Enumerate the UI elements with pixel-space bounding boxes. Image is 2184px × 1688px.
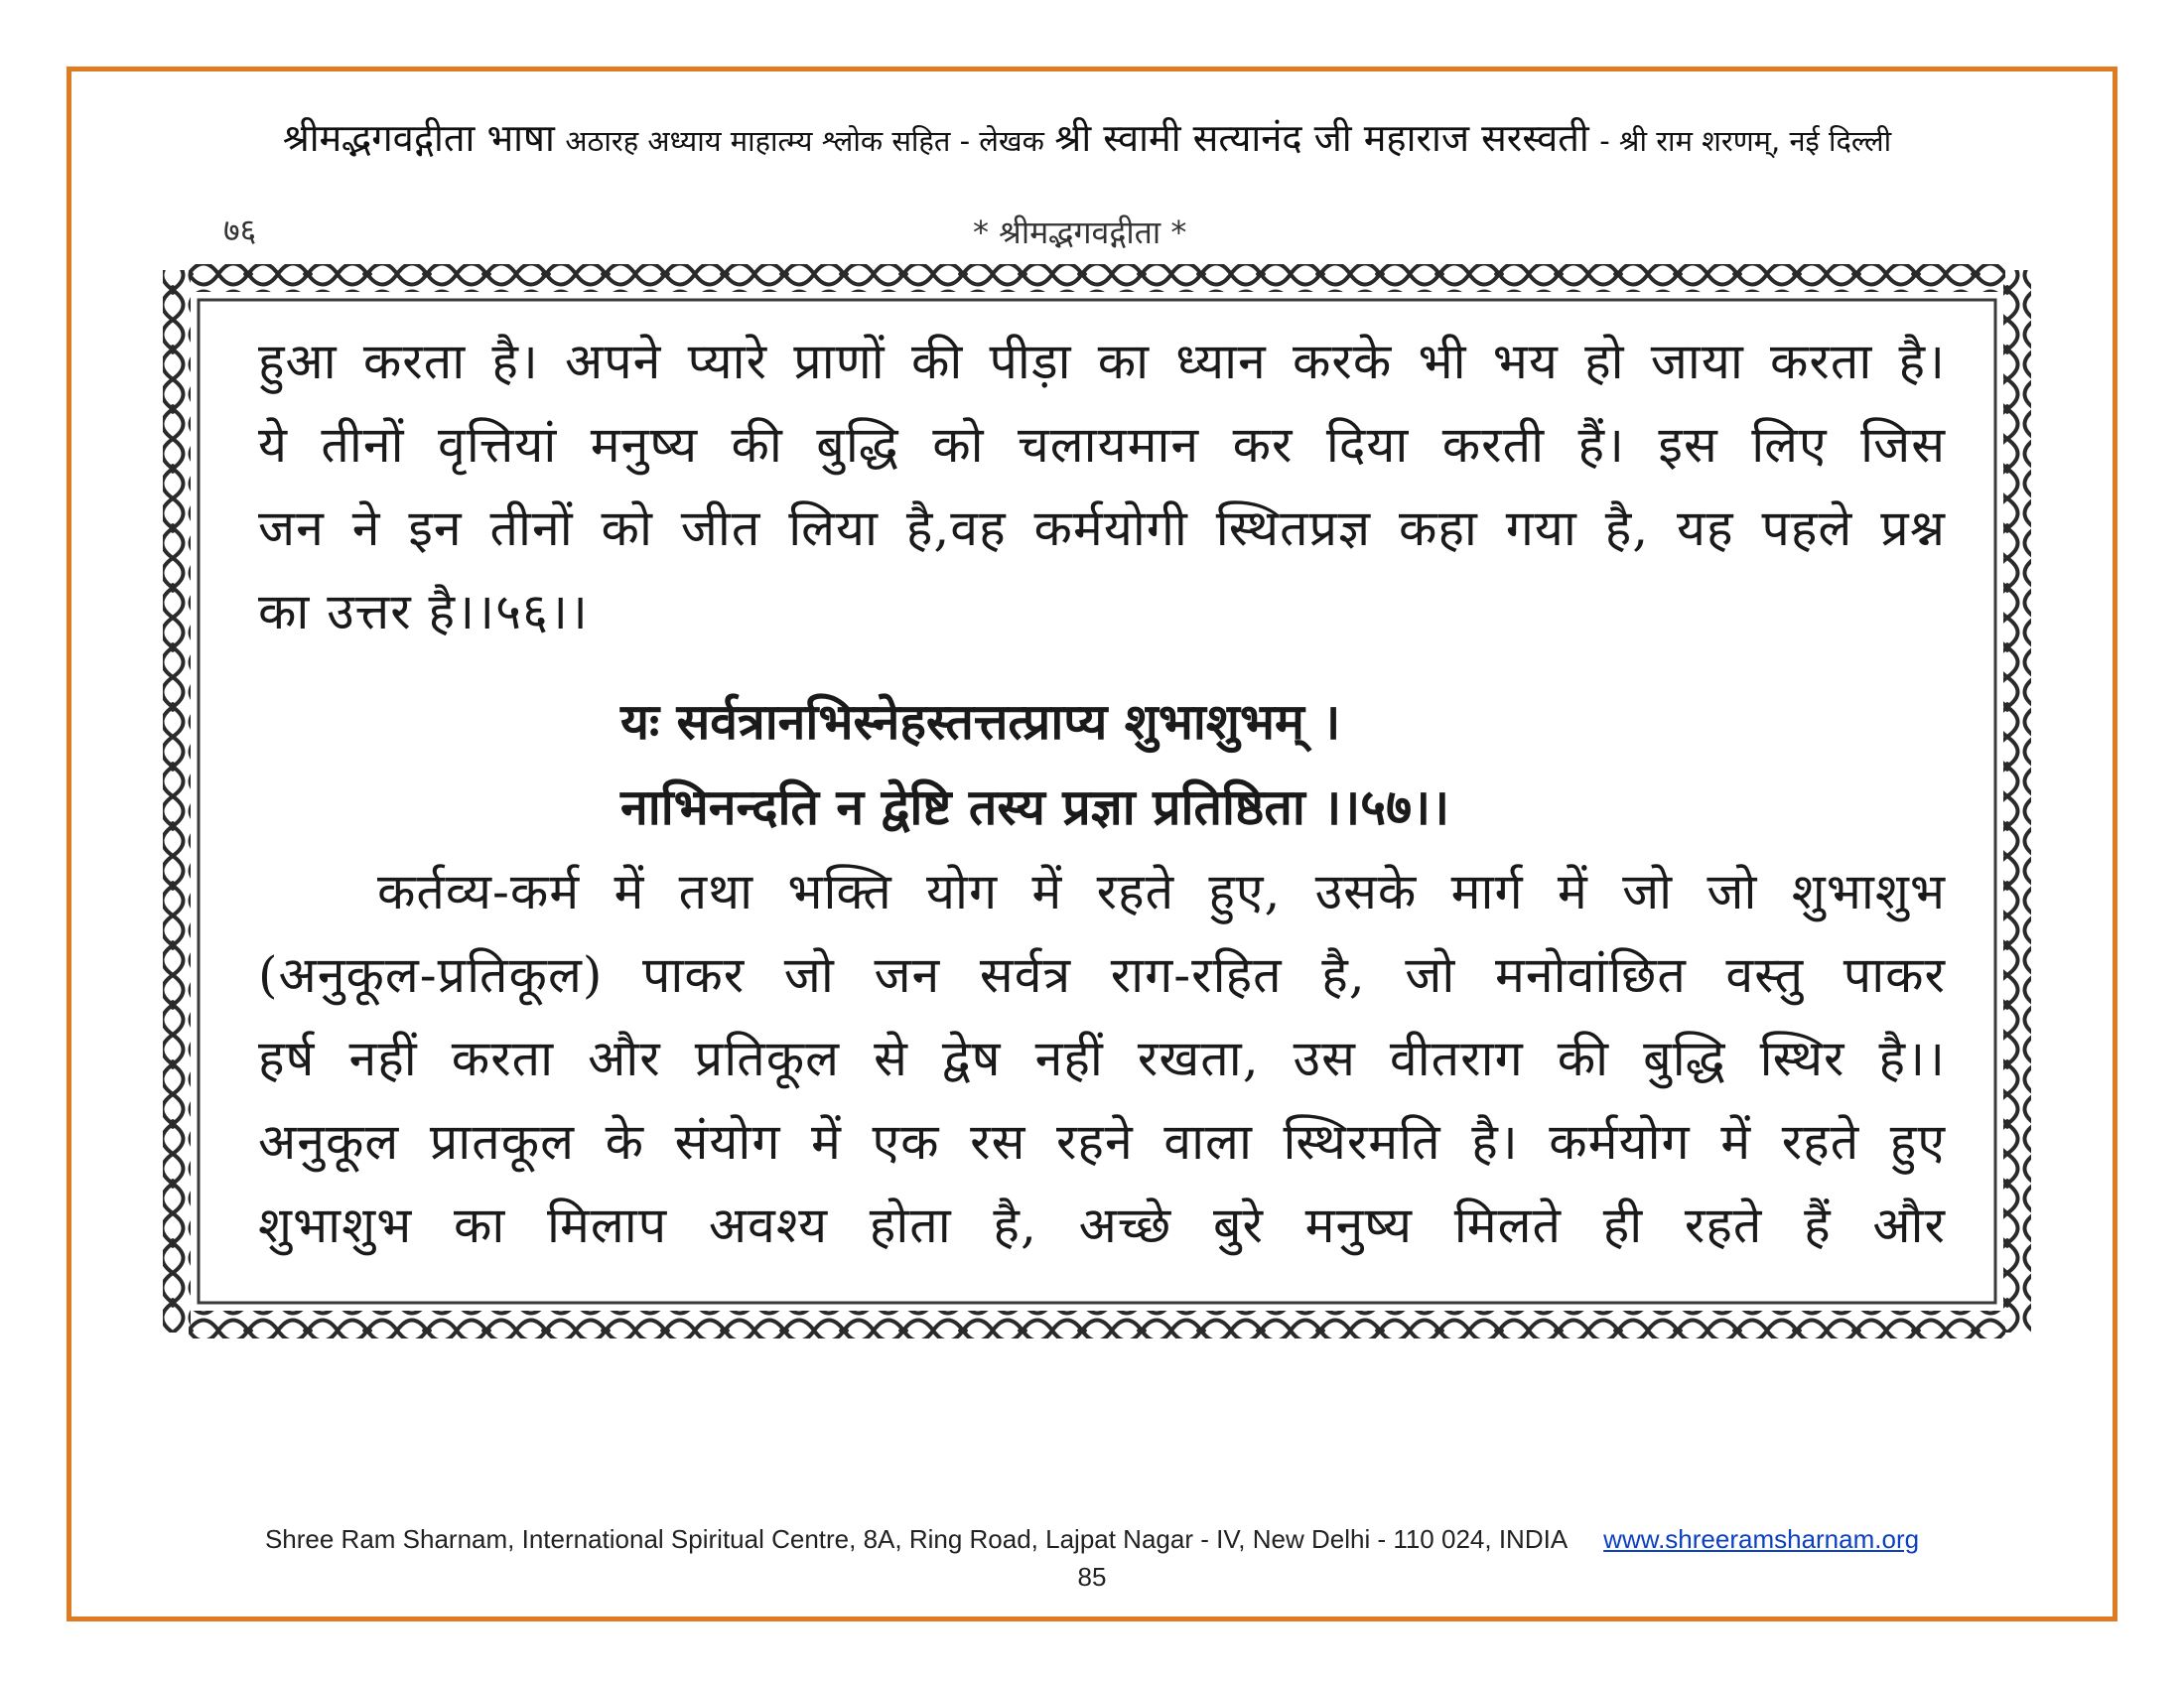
footer-website-link[interactable]: www.shreeramsharnam.org (1603, 1524, 1920, 1554)
scan-running-head: * श्रीमद्भगवद्गीता * (973, 213, 1187, 251)
para2-line-5: शुभाशुभ का मिलाप अवश्य होता है, अच्छे बुरे मनुष्य मिलते ही रहते हैं और (258, 1196, 1946, 1254)
document-header (89, 111, 2085, 163)
para1-line-1: हुआ करता है। अपने प्यारे प्राणों की पीड़ा का ध्यान करके भी भय हो जाया करता है। (258, 333, 1946, 390)
verse-line-2: नाभिनन्दति न द्वेष्टि तस्य प्रज्ञा प्रतिष्ठिता ।।५७।। (620, 777, 1450, 836)
scan-text (258, 320, 1946, 1267)
verse-line-1: यः सर्वत्रानभिस्नेहस्तत्तत्प्राप्य शुभाशुभम् । (620, 692, 1341, 751)
document-footer (0, 1524, 2184, 1555)
para1-line-3: जन ने इन तीनों को जीत लिया है,वह कर्मयोगी स्थितप्रज्ञ कहा गया है, यह पहले प्रश्न (258, 499, 1946, 557)
para2-line-3: हर्ष नहीं करता और प्रतिकूल से द्वेष नहीं रखता, उस वीतराग की बुद्धि स्थिर है।। (258, 1030, 1946, 1087)
scan-page-number: ७६ (223, 211, 257, 249)
para1-line-4: का उत्तर है।।५६।। (258, 583, 589, 640)
para1-line-2: ये तीनों वृत्तियां मनुष्य की बुद्धि को चलायमान कर दिया करती हैं। इस लिए जिस (258, 416, 1946, 474)
footer-address: Shree Ram Sharnam, International Spiritual Centre, 8A, Ring Road, Lajpat Nagar - IV, New Delhi - 110 024, INDIA (264, 1524, 1569, 1554)
para2-line-2: (अनुकूल-प्रतिकूल) पाकर जो जन सर्वत्र राग-रहित है, जो मनोवांछित वस्तु पाकर (258, 946, 1946, 1004)
para2-line-4: अनुकूल प्रातकूल के संयोग में एक रस रहने वाला स्थिरमति है। कर्मयोग में रहते हुए (258, 1113, 1946, 1171)
para2-line-1: कर्तव्य-कर्म में तथा भक्ति योग में रहते हुए, उसके मार्ग में जो जो शुभाशुभ (377, 863, 1946, 920)
header-title-gita: श्रीमद्भगवद्गीता भाषा (282, 116, 555, 160)
scanned-page (159, 260, 2035, 1342)
footer-page-number: 85 (1077, 1562, 1107, 1592)
header-subtitle: अठारह अध्याय माहात्म्य श्लोक सहित - लेखक (565, 124, 1044, 158)
header-author: श्री स्वामी सत्यानंद जी महाराज सरस्वती (1054, 116, 1589, 160)
header-publisher: - श्री राम शरणम्, नई दिल्ली (1599, 124, 1892, 158)
